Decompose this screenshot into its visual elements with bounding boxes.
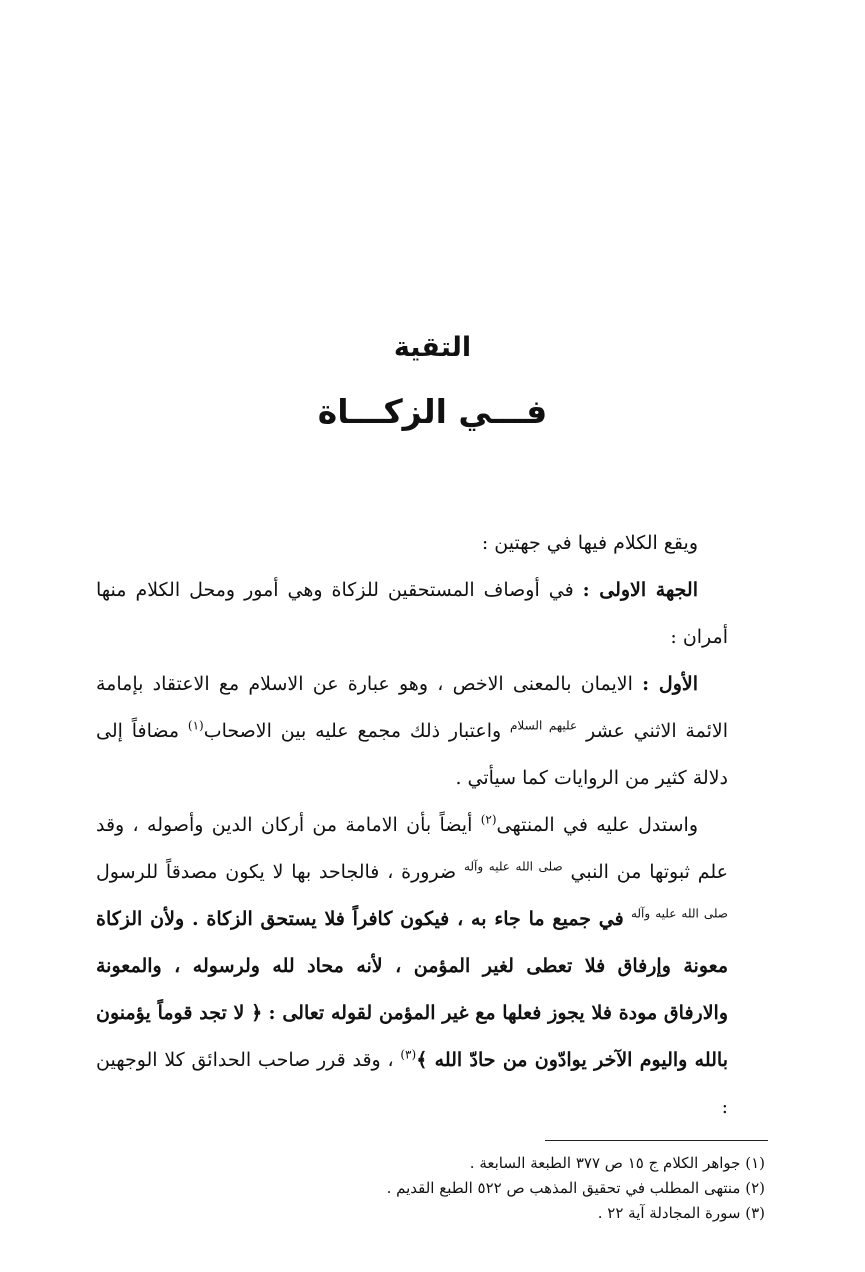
salutation-mark: صلى الله عليه وآله: [630, 906, 728, 921]
footnotes: [180, 1151, 765, 1226]
second-point-text-b: أيضاً بأن الامامة من أركان الدين وأصوله ، وقد علم ثبوتها من النبي: [96, 814, 728, 883]
page-subtitle: فـــي الزكـــاة: [317, 392, 548, 431]
salutation-mark: عليهم السلام: [510, 718, 578, 733]
second-point-paragraph: [96, 802, 728, 1131]
main-text: [96, 520, 728, 1131]
footnote-item: (٢) منتهى المطلب في تحقيق المذهب ص ٥٢٢ الطبع القديم .: [386, 1179, 765, 1197]
first-point-paragraph: [96, 661, 728, 802]
first-point-label: الأول :: [642, 673, 698, 695]
intro-text: ويقع الكلام فيها في جهتين :: [481, 532, 698, 554]
footnote-ref-1: (١): [187, 718, 204, 733]
first-aspect-label: الجهة الاولى :: [582, 579, 699, 601]
intro-paragraph: [96, 520, 728, 567]
first-aspect-text: في أوصاف المستحقين للزكاة وهي أمور ومحل الكلام منها أمران :: [96, 579, 728, 648]
second-point-text-a: واستدل عليه في المنتهى: [496, 814, 699, 836]
footnote-item: (١) جواهر الكلام ج ١٥ ص ٣٧٧ الطبعة السابعة .: [469, 1154, 765, 1172]
first-point-text-a: الايمان بالمعنى الاخص ، وهو عبارة عن الاسلام مع الاعتقاد بإمامة الائمة الاثني عشر: [96, 673, 728, 742]
first-point-text-c: مضافاً إلى دلالة كثير من الروايات كما سيأتي .: [96, 720, 728, 789]
footnote-ref-2: (٢): [480, 812, 497, 827]
second-point-text-d: في جميع ما جاء به ، فيكون كافراً فلا يستحق الزكاة . ولأن الزكاة معونة وإرفاق فلا تعطى لغير المؤمن ، لأنه محاد لله ولرسوله ، والمعونة والارفاق مودة فلا يجوز فعلها مع غير المؤمن لقوله تعالى :: [96, 908, 728, 1024]
second-point-text-e: ، وقد قرر صاحب الحدائق كلا الوجهين :: [96, 1049, 728, 1118]
footnote-divider: [545, 1140, 768, 1141]
second-point-text-c: ضرورة ، فالجاحد بها لا يكون مصدقاً للرسول: [96, 861, 457, 883]
quran-quote: ﴿ لا تجد قوماً يؤمنون بالله واليوم الآخر يوادّون من حادّ الله ﴾: [96, 1002, 728, 1071]
footnote-ref-3: (٣): [400, 1047, 417, 1062]
footnote-item: (٣) سورة المجادلة آية ٢٢ .: [597, 1204, 765, 1222]
first-aspect-paragraph: [96, 567, 728, 661]
page-title: التقية: [393, 332, 472, 363]
salutation-mark: صلى الله عليه وآله: [463, 859, 563, 874]
first-point-text-b: واعتبار ذلك مجمع عليه بين الاصحاب: [203, 720, 502, 742]
